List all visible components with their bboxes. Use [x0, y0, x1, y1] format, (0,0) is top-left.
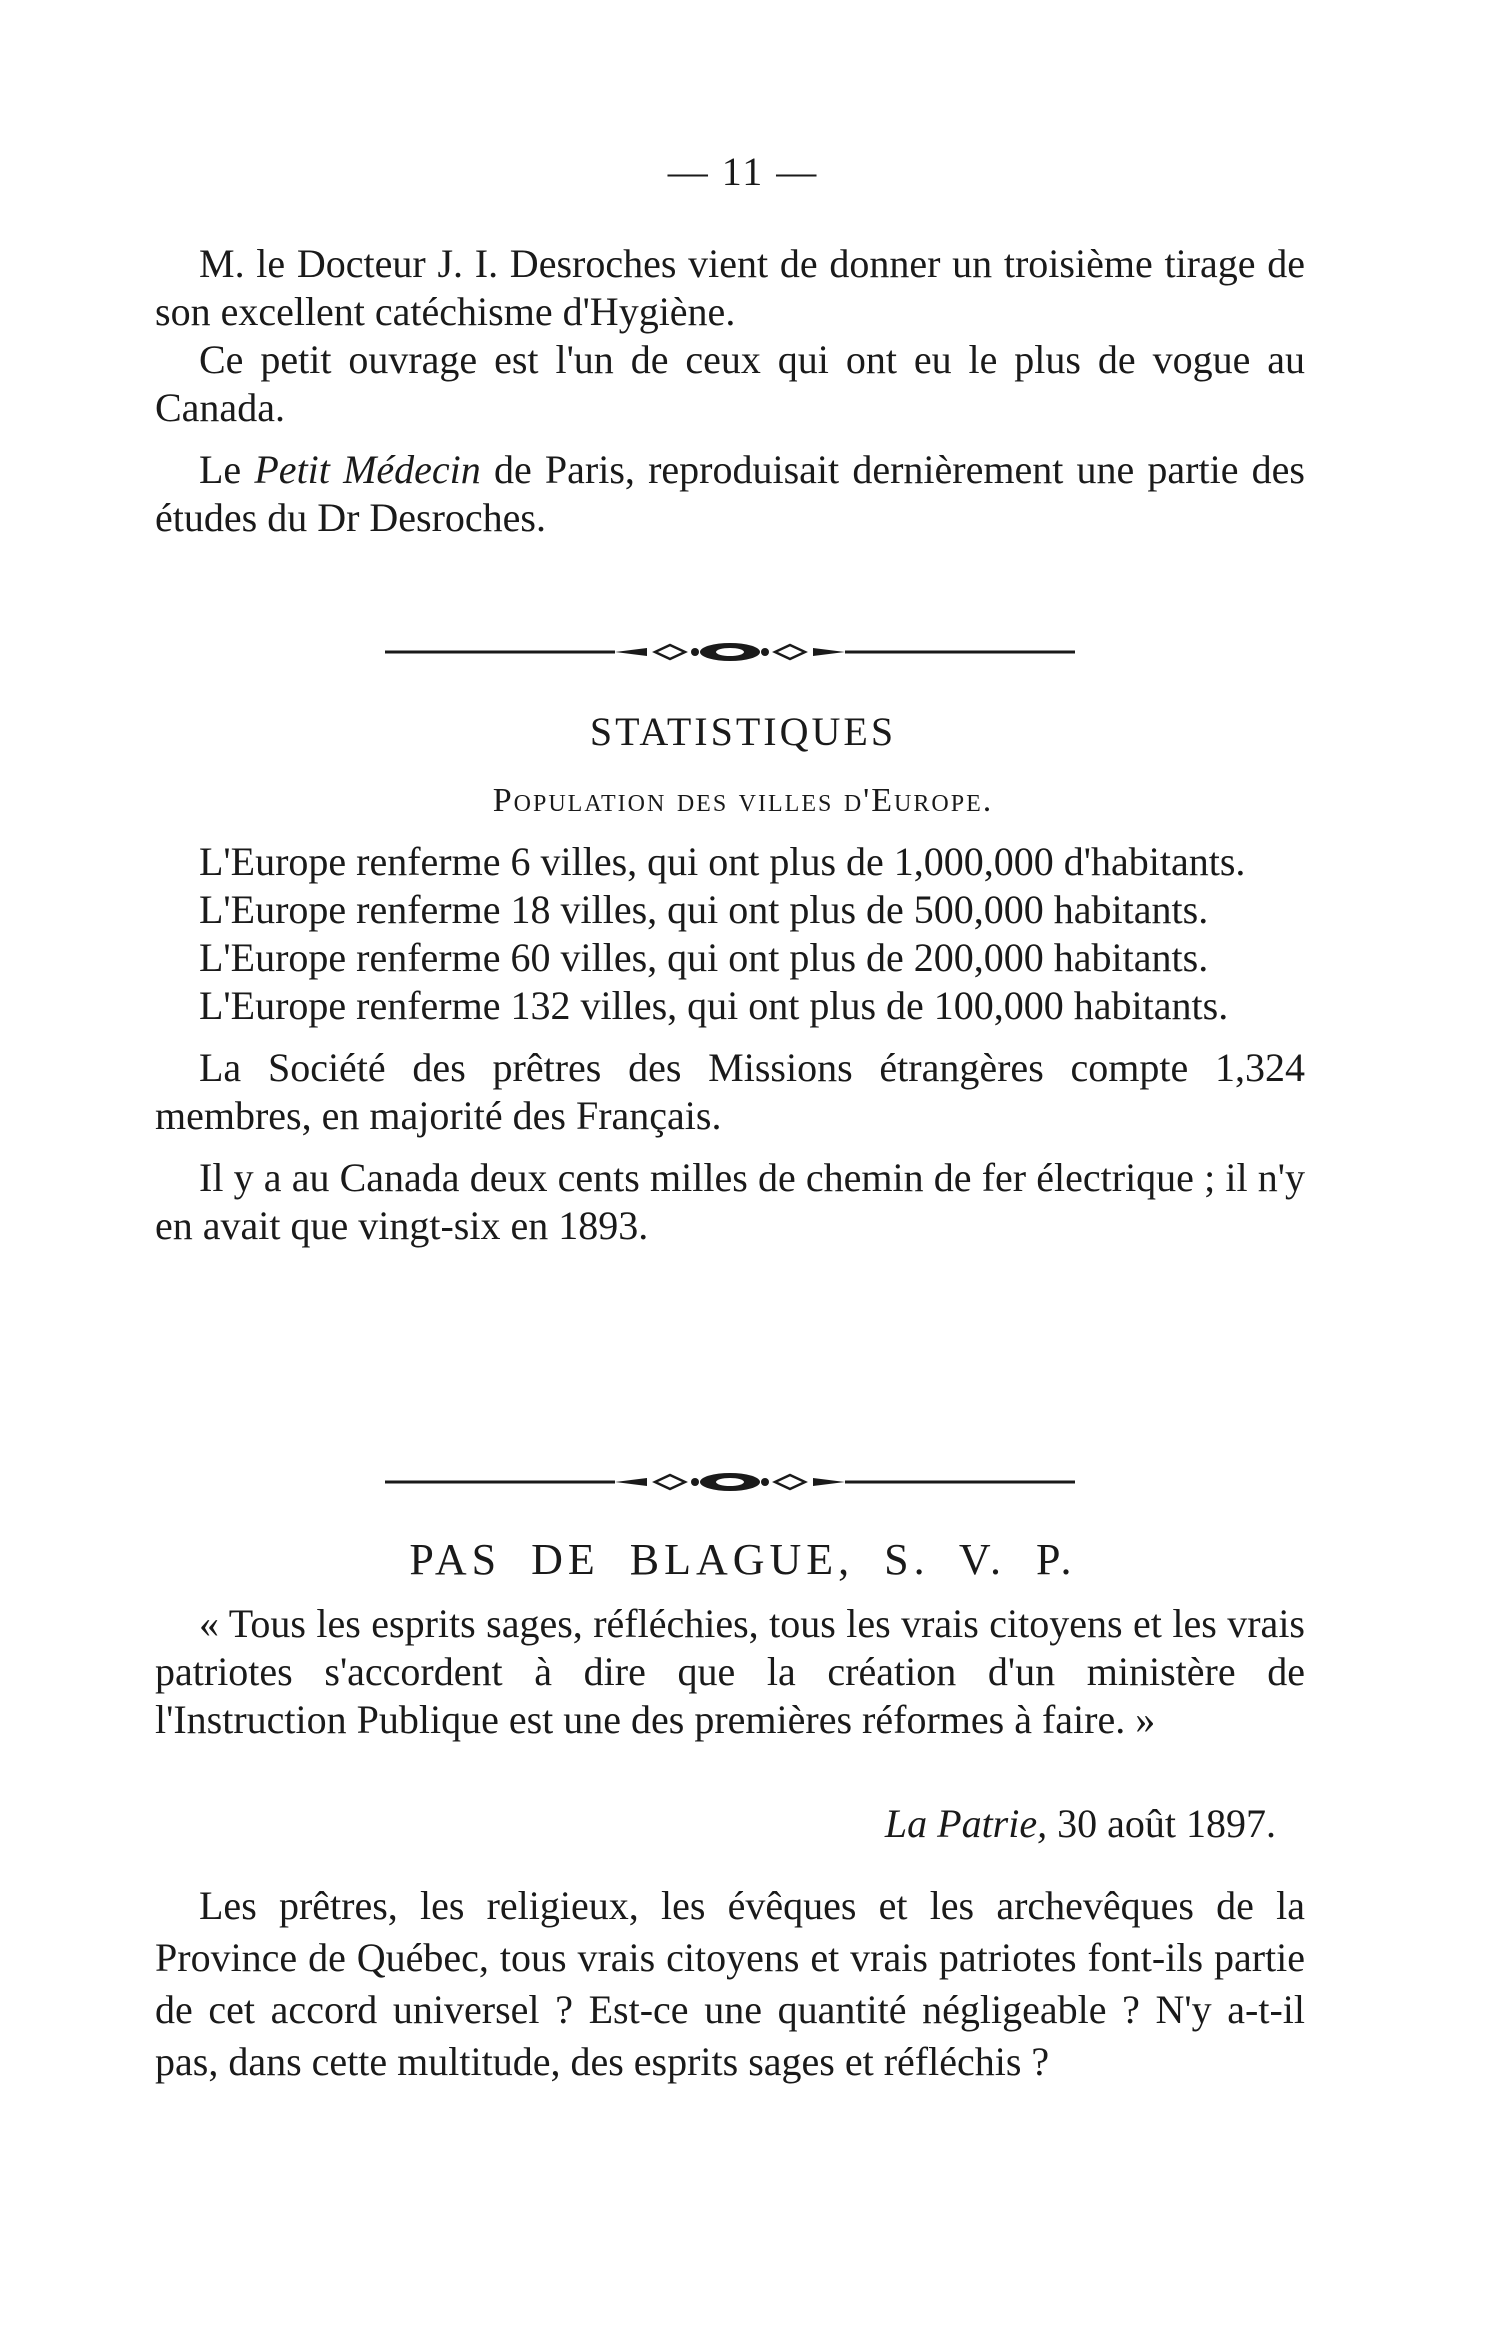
ornament-icon [385, 1470, 1075, 1494]
stat-line-3: L'Europe renferme 60 villes, qui ont plus de 200,000 habitants. [199, 935, 1209, 980]
attribution-date: 30 août 1897. [1057, 1801, 1276, 1846]
intro-paragraph-petit-medecin [155, 446, 1305, 542]
attribution-source: La Patrie, [884, 1801, 1048, 1846]
stat-line-4: L'Europe renferme 132 villes, qui ont plus de 100,000 habitants. [199, 983, 1229, 1028]
closing-section [155, 1880, 1305, 2088]
statistiques-heading: STATISTIQUES [589, 709, 897, 754]
blague-heading: PAS DE BLAGUE, S. V. P. [409, 1535, 1077, 1584]
intro-paragraph-vogue: Ce petit ouvrage est l'un de ceux qui ont eu le plus de vogue au Canada. [155, 337, 1305, 430]
stat-line-2: L'Europe renferme 18 villes, qui ont plus de 500,000 habitants. [199, 887, 1209, 932]
statistiques-subheading: Population des villes d'Europe. [492, 782, 994, 819]
stat-line-1: L'Europe renferme 6 villes, qui ont plus de 1,000,000 d'habitants. [199, 839, 1246, 884]
patrie-quote: « Tous les esprits sages, réfléchies, tous les vrais citoyens et les vrais patriotes s'accordent à dire que la création d'un ministère de l'Instruction Publique est une des premières réformes à faire. » [155, 1601, 1305, 1742]
petit-medecin-title: Petit Médecin [254, 447, 481, 492]
blague-quote-section [155, 1600, 1305, 1744]
ornament-divider-bottom [385, 1470, 1075, 1494]
societe-paragraph: La Société des prêtres des Missions étrangères compte 1,324 membres, en majorité des Français. [155, 1045, 1305, 1138]
intro-paragraph-desroches: M. le Docteur J. I. Desroches vient de donner un troisième tirage de son excellent catéchisme d'Hygiène. [155, 241, 1305, 334]
canada-paragraph: Il y a au Canada deux cents milles de chemin de fer électrique ; il n'y en avait que vingt-six en 1893. [155, 1155, 1305, 1248]
ornament-divider-top [385, 640, 1075, 664]
quote-attribution [885, 1800, 1276, 1847]
statistiques-section [155, 838, 1305, 1250]
petit-medecin-before: Le [199, 447, 255, 492]
page-number: — 11 — [667, 149, 819, 194]
ornament-icon [385, 640, 1075, 664]
closing-paragraph: Les prêtres, les religieux, les évêques et les archevêques de la Province de Québec, tous vrais citoyens et vrais patriotes font-ils partie de cet accord universel ? Est-ce une quantité négligeable ? N'y a-t-il pas, dans cette multitude, des esprits sages et réfléchis ? [155, 1883, 1305, 2084]
intro-section [155, 240, 1305, 542]
petit-medecin-after: de Paris, reproduisait dernièrement une partie des études du Dr Desroches. [155, 447, 1305, 540]
